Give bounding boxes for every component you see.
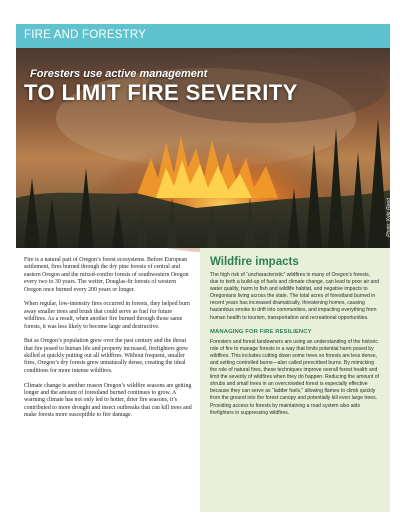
photo-credit: Photo: Kyle Reed [386,198,392,237]
body-paragraph: But as Oregon’s population grew over the past century and the threat that fire posed to human life and property increased, firefighters grew skilled at quickly putting out all wildfires. Without frequent, smaller fires, Oregon’s dry forests grew unnaturally dense, creating the ideal conditions for more intense wildfires. [24,338,189,374]
left-column [24,257,192,427]
body-paragraph: When regular, low-intensity fires occurred in forests, they helped burn away smaller trees and brush that could serve as fuel for future wildfires. As a result, when another fire burned through those same forests, it was less likely to become large and destructive. [24,301,190,330]
sidebar-panel [200,248,390,512]
sidebar-intro: The high risk of “uncharacteristic” wildfires in many of Oregon’s forests, due to both a build-up of fuels and climate change, can lead to poor air and water quality, harm to fish and wildlife habitat, and negative impacts to Oregonians living across the state. The total acres of forestland burned in recent years has increased dramatically, threatening homes, causing hazardous smoke to drift into communities, and impacting everything from human health to tourism, transportation and recreational opportunities. [210,272,380,321]
body-paragraph: Climate change is another reason Oregon’s wildfire seasons are getting longer and the amount of forestland burned continues to grow. A warming climate has not only led to hotter, drier fire seasons, it’s contributed to more drought and insect outbreaks that can kill trees and make forests more susceptible to fire damage. [24,382,192,419]
hero-photo [16,48,390,248]
body-paragraph: Fire is a natural part of Oregon’s forest ecosystems. Before European settlement, fires burned through the dry pine forests of central and eastern Oregon and the mixed-conifer forests of southwestern Oregon every two to 30 years. The wetter, Douglas-fir forests of western Oregon once burned every 200 years or longer. [24,257,189,293]
hero-kicker: Foresters use active management [30,68,208,80]
section-banner [16,24,390,48]
hero-title: TO LIMIT FIRE SEVERITY [24,80,298,105]
sidebar-subheading: MANAGING FOR FIRE RESILIENCY [210,328,312,335]
sidebar-heading: Wildfire impacts [210,256,299,268]
sidebar-body: Foresters and forest landowners are using an understanding of the historic role of fire to manage forests in a way that limits potential harm posed by wildfires. This includes cutting down some trees so forests are less dense, and setting controlled burns—also called prescribed burns. By mimicking the role of natural fires, these techniques improve overall forest health and limit the severity of wildfires when they do happen. Reducing the amount of shrubs and small trees in an overcrowded forest is especially effective because they can serve as “ladder fuels,” allowing flames to climb quickly from the ground into the forest canopy and potentially kill even large trees. Providing access to forests by maintaining a road system also aids firefighters in suppressing wildfires. [210,338,380,416]
section-label: FIRE AND FORESTRY [24,29,147,41]
